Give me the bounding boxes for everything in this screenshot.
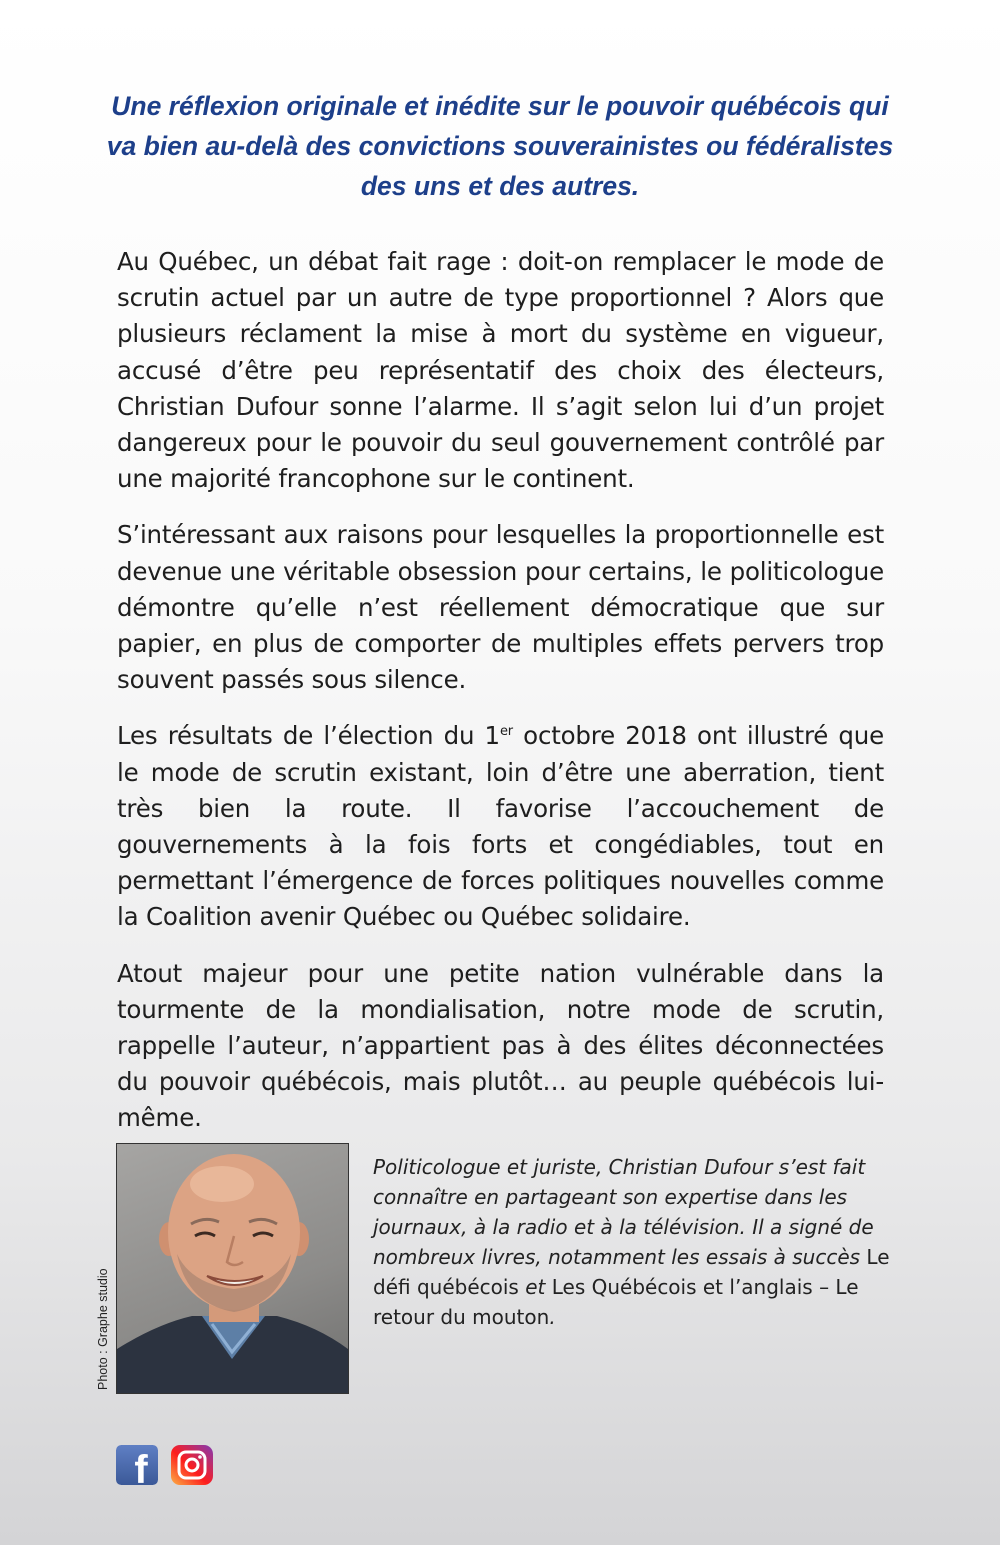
paragraph: S’intéressant aux raisons pour lesquelles la proportionnelle est devenue une véritable obsession pour certains, le politicologue démontre qu’elle n’est réellement démocratique que sur papier, en plus de comporter de multiples effets pervers trop souvent passés sous silence.: [117, 520, 884, 695]
paragraph: Au Québec, un débat fait rage : doit-on remplacer le mode de scrutin actuel par un autre de type proportionnel ? Alors que plusieurs réclament la mise à mort du système en vigueur, accusé d’être peu représentatif des choix des électeurs, Christian Dufour sonne l’alarme. Il s’agit selon lui d’un projet dangereux pour le pouvoir du seul gouvernement contrôlé par une majorité francophone sur le continent.: [117, 247, 884, 494]
paragraph-text: Les résultats de l’élection du 1: [117, 721, 500, 751]
photo-credit: Photo : Graphe studio: [96, 1268, 110, 1390]
author-bio: [373, 1152, 893, 1332]
bio-conjunction: et: [518, 1275, 552, 1299]
bio-intro: Politicologue et juriste, Christian Dufour s’est fait connaître en partageant son expertise dans les journaux, à la radio et à la télévision. Il a signé de nombreux livres, notamment les essais à succès: [373, 1155, 874, 1269]
paragraph: Atout majeur pour une petite nation vulnérable dans la tourmente de la mondialisation, notre mode de scrutin, rappelle l’auteur, n’appartient pas à des élites déconnectées du pouvoir québécois, mais plutôt… au peuple québécois lui-même.: [117, 958, 884, 1133]
paragraph-text: octobre 2018 ont illustré que le mode de scrutin existant, loin d’être une aberration, tient très bien la route. Il favorise l’accouchement de gouvernements à la fois forts et congédiables, tout en permettant l’émergence de forces politiques nouvelles comme la Coalition avenir Québec ou Québec solidaire.: [117, 721, 884, 932]
facebook-icon[interactable]: [116, 1445, 158, 1485]
book-title: Les Québécois et l’anglais – Le retour du mouton: [373, 1275, 859, 1329]
ordinal-suffix: er: [499, 724, 513, 740]
bio-end: .: [549, 1305, 556, 1329]
author-photo: [116, 1143, 349, 1394]
book-title: Le défi québécois: [373, 1245, 890, 1299]
instagram-icon[interactable]: [171, 1445, 213, 1485]
description: [117, 244, 884, 1157]
author-portrait-illustration: [117, 1144, 348, 1393]
tagline: Une réflexion originale et inédite sur le pouvoir québécois qui va bien au-delà des convictions souverainistes ou fédéralistes des uns et des autres.: [106, 91, 894, 201]
facebook-letter: f: [134, 1448, 148, 1485]
paragraph: [117, 718, 884, 935]
